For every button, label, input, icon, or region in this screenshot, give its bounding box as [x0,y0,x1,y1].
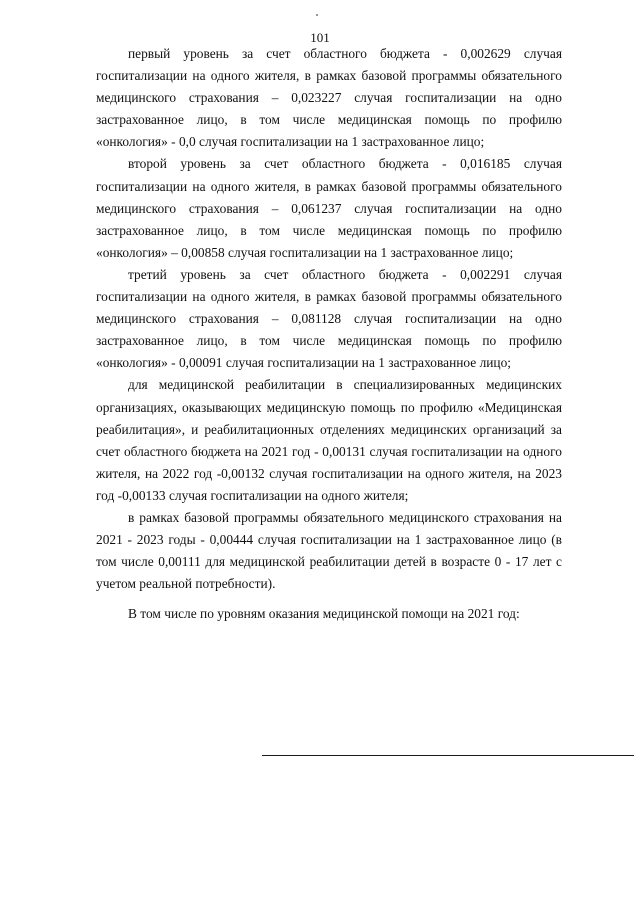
scan-artifact-dot [316,14,318,16]
paragraph-third-level: третий уровень за счет областного бюджета - 0,002291 случая госпитализации на одного жителя, в рамках базовой программы обязательного медицинского страхования – 0,081128 случая госпитализации на одно застрахованное лицо, в том числе медицинская помощь по профилю «онкология» - 0,00091 случая госпитализации на 1 застрахованное лицо; [96,266,562,371]
page-number: 101 [310,30,330,45]
paragraph-basic-program: в рамках базовой программы обязательного медицинского страхования на 2021 - 2023 годы - 0,00444 случая госпитализации на 1 застрахованное лицо (в том числе 0,00111 для медицинской реабилитации детей в возрасте 0 - 17 лет с учетом реальной потребности). [96,509,562,592]
footnote-divider-line [262,755,634,756]
paragraph-levels-intro: В том числе по уровням оказания медицинской помощи на 2021 год: [128,606,520,622]
document-body [96,43,562,625]
paragraph-first-level: первый уровень за счет областного бюджета - 0,002629 случая госпитализации на одного жителя, в рамках базовой программы обязательного медицинского страхования – 0,023227 случая госпитализации на одно застрахованное лицо, в том числе медицинская помощь по профилю «онкология» - 0,0 случая госпитализации на 1 застрахованное лицо; [96,46,562,150]
paragraph-rehabilitation: для медицинской реабилитации в специализированных медицинских организациях, оказывающих медицинскую помощь по профилю «Медицинская реабилитация», и реабилитационных отделениях медицинских организаций за счет областного бюджета на 2021 год - 0,00131 случая госпитализации на одного жителя, на 2022 год -0,00132 случая госпитализации на одного жителя, на 2023 год -0,00133 случая госпитализации на одного жителя; [96,377,562,503]
paragraph-second-level: второй уровень за счет областного бюджета - 0,016185 случая госпитализации на одного жителя, в рамках базовой программы обязательного медицинского страхования – 0,061237 случая госпитализации на одно застрахованное лицо, в том числе медицинская помощь по профилю «онкология» – 0,00858 случая госпитализации на 1 застрахованное лицо; [96,156,562,260]
